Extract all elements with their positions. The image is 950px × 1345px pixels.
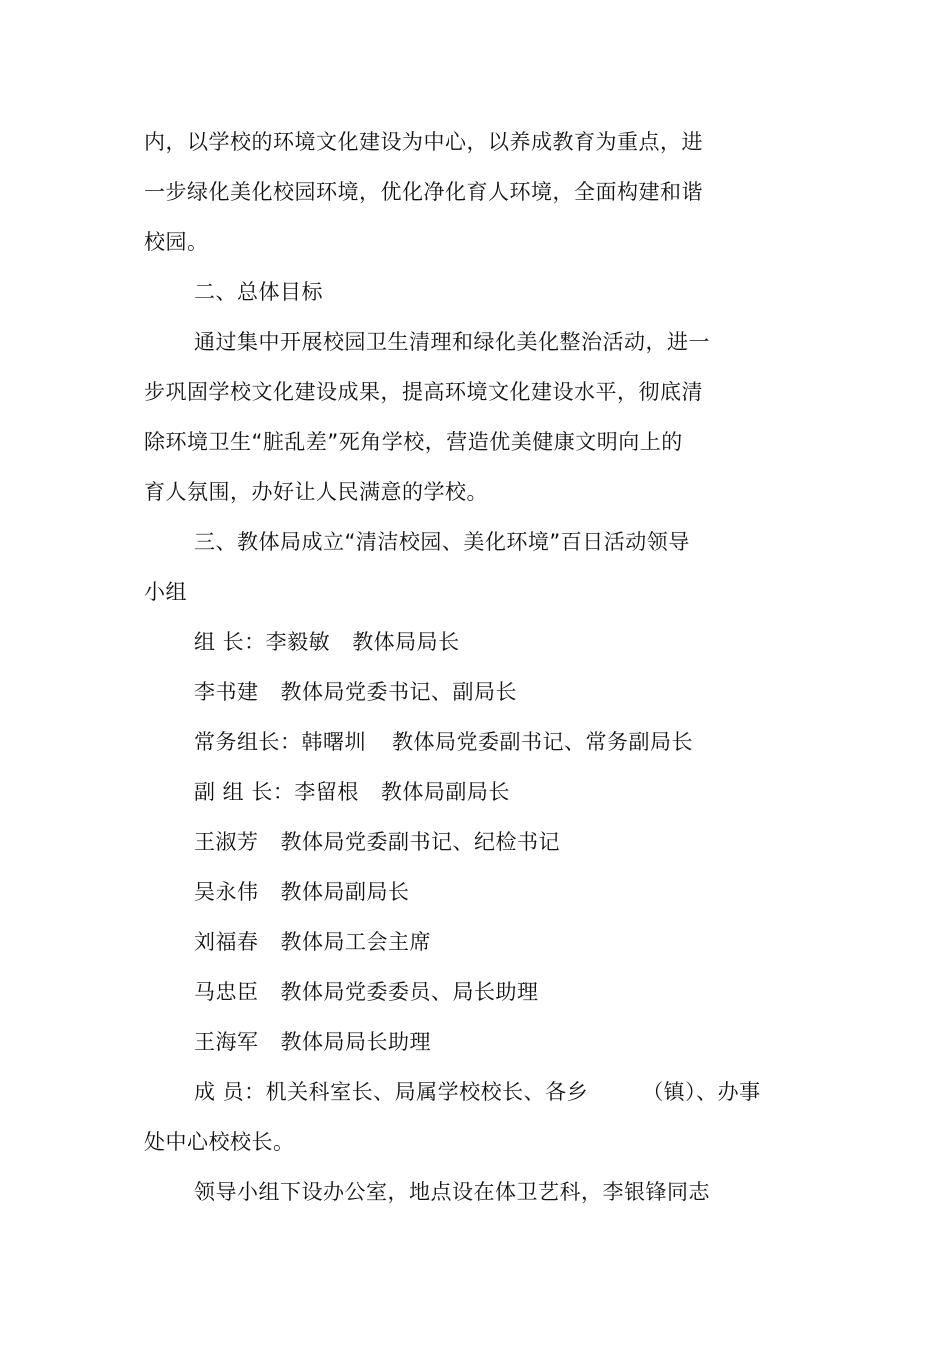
member-title: 教体局局长助理: [280, 1030, 431, 1054]
member-title: 教体局党委副书记、纪检书记: [280, 830, 560, 854]
member-title: 教体局局长: [352, 630, 460, 654]
members-text-continued: （镇）、办事: [642, 1080, 761, 1104]
member-title: 教体局党委副书记、常务副局长: [392, 730, 693, 754]
member-title: 教体局党委书记、副局长: [280, 680, 517, 704]
member-line: [194, 978, 539, 1006]
member-role: 马忠臣: [194, 980, 259, 1004]
paragraph-line: 除环境卫生“脏乱差”死角学校，营造优美健康文明向上的: [144, 430, 683, 454]
member-role: 常务组长：韩曙圳: [194, 730, 366, 754]
member-role: 王海军: [194, 1030, 259, 1054]
member-line: [194, 928, 431, 956]
member-title: 教体局副局长: [380, 780, 510, 804]
member-role: 刘福春: [194, 930, 259, 954]
member-line: [194, 778, 510, 806]
member-line: [194, 828, 560, 856]
paragraph-line: 处中心校校长。: [144, 1130, 295, 1154]
section-heading: 二、总体目标: [194, 280, 323, 304]
paragraph-line: 通过集中开展校园卫生清理和绿化美化整治活动，进一: [194, 330, 710, 354]
section-heading-continued: 小组: [144, 580, 187, 604]
member-title: 教体局党委委员、局长助理: [280, 980, 539, 1004]
members-line: [194, 1078, 761, 1106]
member-role: 王淑芳: [194, 830, 259, 854]
member-line: [194, 878, 410, 906]
member-line: [194, 728, 693, 756]
member-line: [194, 628, 460, 656]
member-role: 吴永伟: [194, 880, 259, 904]
paragraph-line: 内，以学校的环境文化建设为中心，以养成教育为重点，进: [144, 130, 703, 154]
member-line: [194, 678, 517, 706]
paragraph-line: 一步绿化美化校园环境，优化净化育人环境，全面构建和谐: [144, 180, 703, 204]
members-text: 成 员：机关科室长、局属学校校长、各乡: [194, 1080, 589, 1104]
member-title: 教体局工会主席: [280, 930, 431, 954]
paragraph-line: 校园。: [144, 230, 209, 254]
paragraph-line: 育人氛围，办好让人民满意的学校。: [144, 480, 488, 504]
member-title: 教体局副局长: [280, 880, 410, 904]
section-heading: 三、教体局成立“清洁校园、美化环境”百日活动领导: [194, 530, 690, 554]
paragraph-line: 步巩固学校文化建设成果，提高环境文化建设水平，彻底清: [144, 380, 703, 404]
member-line: [194, 1028, 431, 1056]
member-role: 组 长：李毅敏: [194, 630, 331, 654]
member-role: 副 组 长：李留根: [194, 780, 359, 804]
paragraph-line: 领导小组下设办公室，地点设在体卫艺科，李银锋同志: [194, 1180, 710, 1204]
member-role: 李书建: [194, 680, 259, 704]
